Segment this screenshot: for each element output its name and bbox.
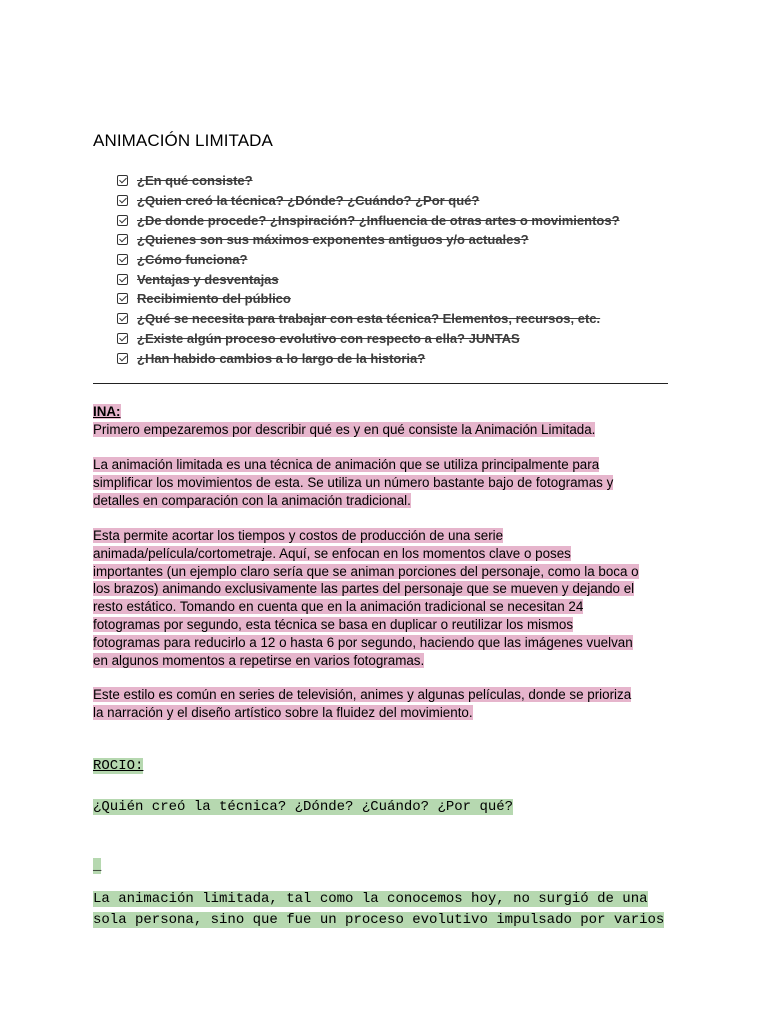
checklist-item-text: Ventajas y desventajas <box>137 271 279 287</box>
checklist-item[interactable] <box>117 269 620 289</box>
paragraph-line: Esta permite acortar los tiempos y costos de producción de una serie <box>93 528 504 543</box>
checked-checkbox-icon[interactable] <box>117 333 128 344</box>
paragraph-line: simplificar los movimientos de esta. Se utiliza un número bastante bajo de fotogramas y <box>93 474 614 490</box>
rocio-marker-line <box>93 858 673 876</box>
checklist-item-text: ¿De donde procede? ¿Inspiración? ¿Influencia de otras artes o movimientos? <box>137 212 620 228</box>
rocio-question-line <box>93 799 673 817</box>
paragraph-line: importantes (un ejemplo claro sería que se animan porciones del personaje, como la boca o <box>93 563 639 579</box>
checklist-item[interactable] <box>117 230 620 250</box>
rocio-marker: _ <box>93 858 102 874</box>
checklist <box>117 171 620 368</box>
checklist-item[interactable] <box>117 210 620 230</box>
paragraph-line: los brazos) animando exclusivamente las partes del personaje que se mueven y dejando el <box>93 581 635 597</box>
checklist-item-text: ¿Cómo funciona? <box>137 252 248 268</box>
document-title: ANIMACIÓN LIMITADA <box>93 131 274 150</box>
checked-checkbox-icon[interactable] <box>117 175 128 186</box>
checklist-item-text: ¿En qué consiste? <box>137 173 253 189</box>
paragraph-line: sola persona, sino que fue un proceso evolutivo impulsado por varios <box>93 912 665 928</box>
paragraph-line: animada/película/cortometraje. Aquí, se enfocan en los momentos clave o poses <box>93 545 571 561</box>
checklist-item[interactable] <box>117 329 620 349</box>
checklist-item[interactable] <box>117 191 620 211</box>
checklist-item-text: ¿Han habido cambios a lo largo de la historia? <box>137 350 426 366</box>
checklist-item-text: ¿Quien creó la técnica? ¿Dónde? ¿Cuándo? ¿Por qué? <box>137 193 480 209</box>
paragraph-line: La animación limitada es una técnica de animación que se utiliza principalmente para <box>93 457 600 472</box>
checklist-item[interactable] <box>117 348 620 368</box>
checklist-item-text: ¿Quienes son sus máximos exponentes antiguos y/o actuales? <box>137 232 529 248</box>
rocio-question: ¿Quién creó la técnica? ¿Dónde? ¿Cuándo? ¿Por qué? <box>93 799 514 815</box>
ina-label: INA: <box>93 404 121 419</box>
checked-checkbox-icon[interactable] <box>117 313 128 324</box>
checklist-item[interactable] <box>117 250 620 270</box>
checked-checkbox-icon[interactable] <box>117 234 128 245</box>
rocio-paragraph-1 <box>93 889 675 931</box>
paragraph-line: en algunos momentos a repetirse en varios fotogramas. <box>93 652 425 668</box>
checklist-item-text: Recibimiento del público <box>137 291 291 307</box>
ina-intro: Primero empezaremos por describir qué es y en qué consiste la Animación Limitada. <box>93 421 596 437</box>
ina-paragraph-3 <box>93 686 673 722</box>
ina-paragraph-2 <box>93 527 673 669</box>
horizontal-divider <box>93 383 668 384</box>
checked-checkbox-icon[interactable] <box>117 254 128 265</box>
checked-checkbox-icon[interactable] <box>117 195 128 206</box>
checked-checkbox-icon[interactable] <box>117 215 128 226</box>
paragraph-line: detalles en comparación con la animación tradicional. <box>93 492 411 508</box>
paragraph-line: la narración y el diseño artístico sobre la fluidez del movimiento. <box>93 704 473 720</box>
paragraph-line: La animación limitada, tal como la conocemos hoy, no surgió de una <box>93 891 648 907</box>
checked-checkbox-icon[interactable] <box>117 353 128 364</box>
checklist-item[interactable] <box>117 309 620 329</box>
ina-paragraph-1 <box>93 456 673 509</box>
rocio-label-line <box>93 758 673 776</box>
paragraph-line: fotogramas por segundo, esta técnica se basa en duplicar o reutilizar los mismos <box>93 616 574 632</box>
paragraph-line: Este estilo es común en series de televisión, animes y algunas películas, donde se prioriza <box>93 687 632 702</box>
checked-checkbox-icon[interactable] <box>117 293 128 304</box>
paragraph-line: resto estático. Tomando en cuenta que en la animación tradicional se necesitan 24 <box>93 599 584 615</box>
checked-checkbox-icon[interactable] <box>117 274 128 285</box>
rocio-label: ROCIO: <box>93 758 144 774</box>
checklist-item[interactable] <box>117 171 620 191</box>
checklist-item[interactable] <box>117 289 620 309</box>
checklist-item-text: ¿Qué se necesita para trabajar con esta técnica? Elementos, recursos, etc. <box>137 311 601 327</box>
checklist-item-text: ¿Existe algún proceso evolutivo con respecto a ella? JUNTAS <box>137 330 520 346</box>
ina-section <box>93 403 673 439</box>
paragraph-line: fotogramas para reducirlo a 12 o hasta 6 por segundo, haciendo que las imágenes vuelvan <box>93 634 633 650</box>
